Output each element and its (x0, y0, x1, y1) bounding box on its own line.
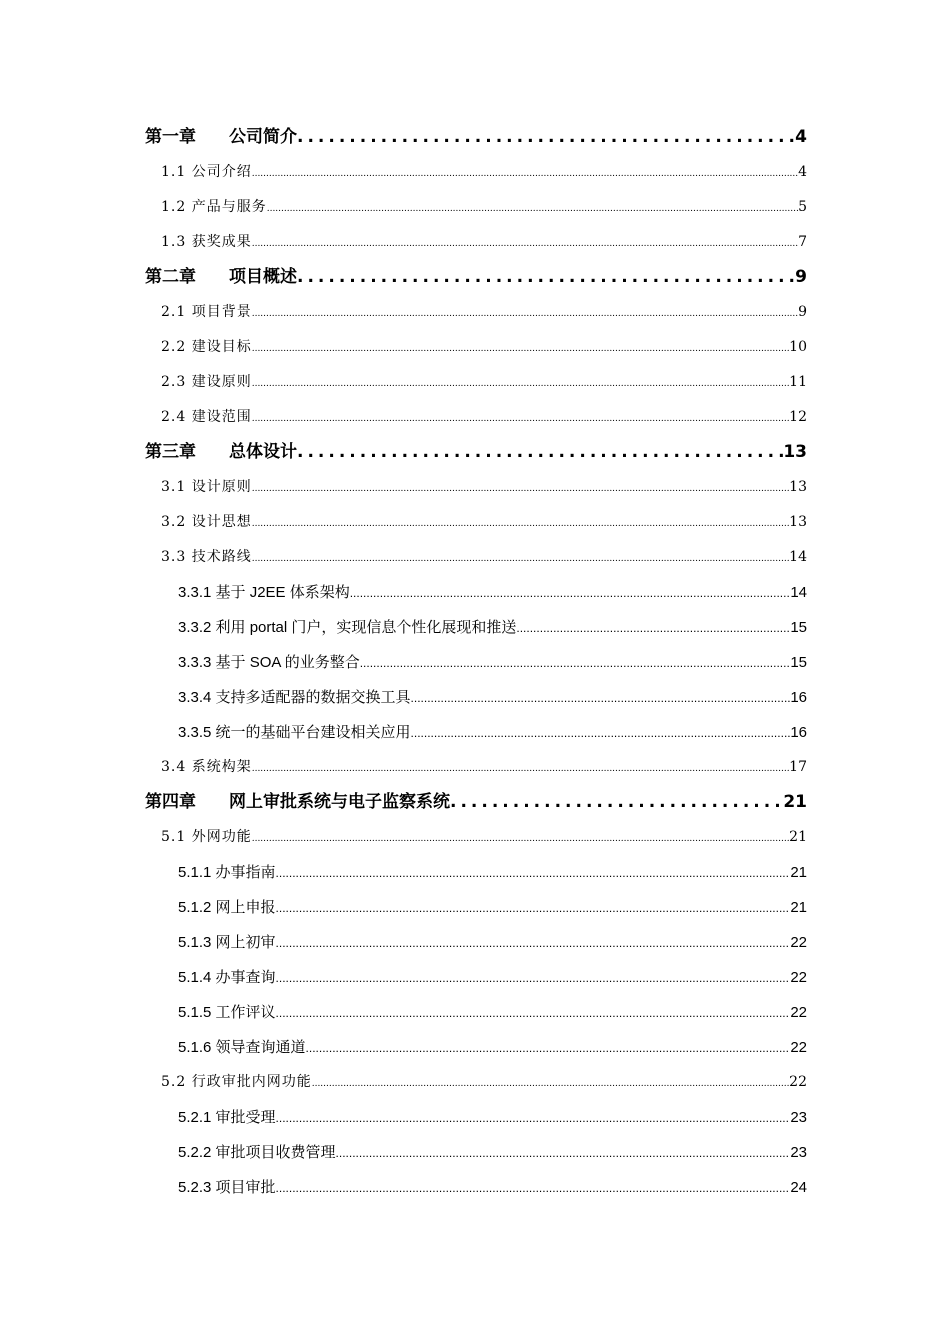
toc-chapter-3[interactable] (145, 435, 807, 470)
toc-page-number: 14 (790, 584, 807, 601)
toc-page-number: 10 (789, 339, 807, 355)
toc-section-title: 3.1 设计原则 (161, 479, 252, 495)
toc-subsection-title: 5.1.4 办事查询 (178, 969, 276, 986)
toc-page-number: 4 (798, 164, 807, 180)
toc-section-title: 2.4 建设范围 (161, 409, 252, 425)
toc-section-5-2[interactable] (145, 1065, 807, 1100)
toc-section-title: 3.2 设计思想 (161, 514, 252, 530)
toc-page-number: 24 (790, 1179, 807, 1196)
toc-chapter-2[interactable] (145, 260, 807, 295)
toc-subsection-5-1-4[interactable] (145, 960, 807, 995)
toc-leader-dots (411, 716, 791, 750)
toc-subsection-title: 3.3.3 基于 SOA 的业务整合 (178, 654, 360, 671)
toc-subsection-title: 5.1.6 领导查询通道 (178, 1039, 306, 1056)
toc-leader-dots (276, 891, 791, 925)
toc-chapter-1[interactable] (145, 120, 807, 155)
toc-page-number: 5 (798, 199, 807, 215)
toc-leader-dots (252, 332, 789, 365)
toc-leader-dots (276, 996, 791, 1030)
toc-subsection-5-1-3[interactable] (145, 925, 807, 960)
toc-page-number: 15 (790, 619, 807, 636)
toc-leader-dots (276, 961, 791, 995)
toc-page-number: 21 (790, 899, 807, 916)
toc-page-number: 23 (790, 1109, 807, 1126)
toc-section-title: 1.2 产品与服务 (161, 199, 267, 215)
toc-leader-dots (276, 856, 791, 890)
toc-leader-dots (276, 1101, 791, 1135)
toc-page-number: 14 (789, 549, 807, 565)
toc-chapter-number: 第三章 (145, 442, 196, 462)
toc-section-title: 2.1 项目背景 (161, 304, 252, 320)
toc-page-number: 16 (790, 689, 807, 706)
toc-chapter-heading (145, 785, 450, 820)
toc-page-number: 9 (795, 267, 807, 287)
toc-section-title: 5.1 外网功能 (161, 829, 252, 845)
toc-section-2-1[interactable] (145, 295, 807, 330)
toc-leader-dots (252, 367, 789, 400)
toc-chapter-title: 项目概述 (229, 267, 297, 287)
toc-page-number: 22 (790, 969, 807, 986)
toc-page-number: 21 (790, 864, 807, 881)
toc-page-number: 11 (789, 374, 807, 390)
toc-section-title: 2.2 建设目标 (161, 339, 252, 355)
toc-leader-dots (252, 542, 789, 575)
toc-section-2-2[interactable] (145, 330, 807, 365)
toc-leader-dots (312, 1067, 789, 1100)
toc-leader-dots (252, 157, 798, 190)
toc-section-3-1[interactable] (145, 470, 807, 505)
toc-subsection-5-1-6[interactable] (145, 1030, 807, 1065)
toc-page-number: 22 (790, 1004, 807, 1021)
toc-leader-dots (267, 192, 798, 225)
toc-leader-dots (411, 681, 791, 715)
toc-section-title: 2.3 建设原则 (161, 374, 252, 390)
toc-chapter-title: 网上审批系统与电子监察系统 (229, 792, 450, 812)
toc-leader-dots (252, 402, 789, 435)
toc-section-title: 3.3 技术路线 (161, 549, 252, 565)
toc-chapter-heading (145, 260, 297, 295)
toc-page-number: 9 (798, 304, 807, 320)
toc-page-number: 21 (783, 792, 807, 812)
toc-leader-dots (276, 1171, 791, 1205)
toc-subsection-5-2-1[interactable] (145, 1100, 807, 1135)
toc-leader-dots (252, 822, 789, 855)
toc-leader-dots (252, 297, 798, 330)
toc-subsection-title: 5.2.2 审批项目收费管理 (178, 1144, 336, 1161)
toc-page-number: 21 (789, 829, 807, 845)
toc-subsection-title: 5.1.1 办事指南 (178, 864, 276, 881)
toc-section-title: 5.2 行政审批内网功能 (161, 1074, 312, 1090)
toc-page-number: 13 (789, 514, 807, 530)
toc-subsection-5-1-5[interactable] (145, 995, 807, 1030)
toc-subsection-title: 3.3.1 基于 J2EE 体系架构 (178, 584, 350, 601)
toc-subsection-5-1-1[interactable] (145, 855, 807, 890)
toc-page-number: 15 (790, 654, 807, 671)
toc-subsection-3-3-3[interactable] (145, 645, 807, 680)
toc-page-number: 23 (790, 1144, 807, 1161)
toc-chapter-heading (145, 435, 297, 470)
toc-page-number: 22 (790, 934, 807, 951)
toc-leader-dots (336, 1136, 791, 1170)
toc-subsection-3-3-5[interactable] (145, 715, 807, 750)
toc-leader-dots (252, 472, 789, 505)
toc-subsection-5-2-2[interactable] (145, 1135, 807, 1170)
toc-subsection-title: 3.3.5 统一的基础平台建设相关应用 (178, 724, 411, 741)
toc-subsection-title: 5.2.1 审批受理 (178, 1109, 276, 1126)
toc-page-number: 17 (789, 759, 807, 775)
toc-page-number: 22 (790, 1039, 807, 1056)
toc-subsection-3-3-1[interactable] (145, 575, 807, 610)
toc-section-3-4[interactable] (145, 750, 807, 785)
toc-page-number: 4 (795, 127, 807, 147)
toc-leader-dots (297, 435, 783, 470)
toc-section-title: 3.4 系统构架 (161, 759, 252, 775)
toc-section-title: 1.3 获奖成果 (161, 234, 252, 250)
toc-section-2-4[interactable] (145, 400, 807, 435)
toc-chapter-number: 第一章 (145, 127, 196, 147)
toc-page-number: 13 (789, 479, 807, 495)
toc-subsection-title: 5.1.5 工作评议 (178, 1004, 276, 1021)
toc-page-number: 16 (790, 724, 807, 741)
toc-chapter-title: 总体设计 (229, 442, 297, 462)
toc-chapter-heading (145, 120, 297, 155)
toc-page-number: 13 (783, 442, 807, 462)
toc-leader-dots (252, 752, 789, 785)
toc-leader-dots (276, 926, 791, 960)
toc-leader-dots (297, 260, 795, 295)
toc-leader-dots (306, 1031, 791, 1065)
toc-subsection-title: 3.3.4 支持多适配器的数据交换工具 (178, 689, 411, 706)
toc-section-3-2[interactable] (145, 505, 807, 540)
toc-leader-dots (516, 611, 790, 645)
toc-subsection-title: 3.3.2 利用 portal 门户，实现信息个性化展现和推送 (178, 619, 517, 636)
toc-subsection-title: 5.1.2 网上申报 (178, 899, 276, 916)
toc-section-title: 1.1 公司介绍 (161, 164, 252, 180)
toc-section-1-1[interactable] (145, 155, 807, 190)
toc-section-2-3[interactable] (145, 365, 807, 400)
toc-subsection-3-3-4[interactable] (145, 680, 807, 715)
toc-section-5-1[interactable] (145, 820, 807, 855)
toc-section-3-3[interactable] (145, 540, 807, 575)
toc-leader-dots (297, 120, 795, 155)
toc-leader-dots (360, 646, 791, 680)
toc-subsection-5-1-2[interactable] (145, 890, 807, 925)
toc-chapter-number: 第二章 (145, 267, 196, 287)
toc-chapter-title: 公司简介 (229, 127, 297, 147)
toc-leader-dots (252, 507, 789, 540)
toc-page-number: 22 (789, 1074, 807, 1090)
toc-leader-dots (252, 227, 798, 260)
toc-section-1-2[interactable] (145, 190, 807, 225)
toc-leader-dots (450, 785, 783, 820)
table-of-contents (145, 120, 807, 1205)
toc-section-1-3[interactable] (145, 225, 807, 260)
toc-chapter-number: 第四章 (145, 792, 196, 812)
toc-leader-dots (350, 576, 791, 610)
toc-page-number: 12 (789, 409, 807, 425)
toc-subsection-title: 5.2.3 项目审批 (178, 1179, 276, 1196)
toc-subsection-5-2-3[interactable] (145, 1170, 807, 1205)
toc-subsection-title: 5.1.3 网上初审 (178, 934, 276, 951)
toc-page-number: 7 (798, 234, 807, 250)
toc-chapter-4[interactable] (145, 785, 807, 820)
toc-subsection-3-3-2[interactable] (145, 610, 807, 645)
